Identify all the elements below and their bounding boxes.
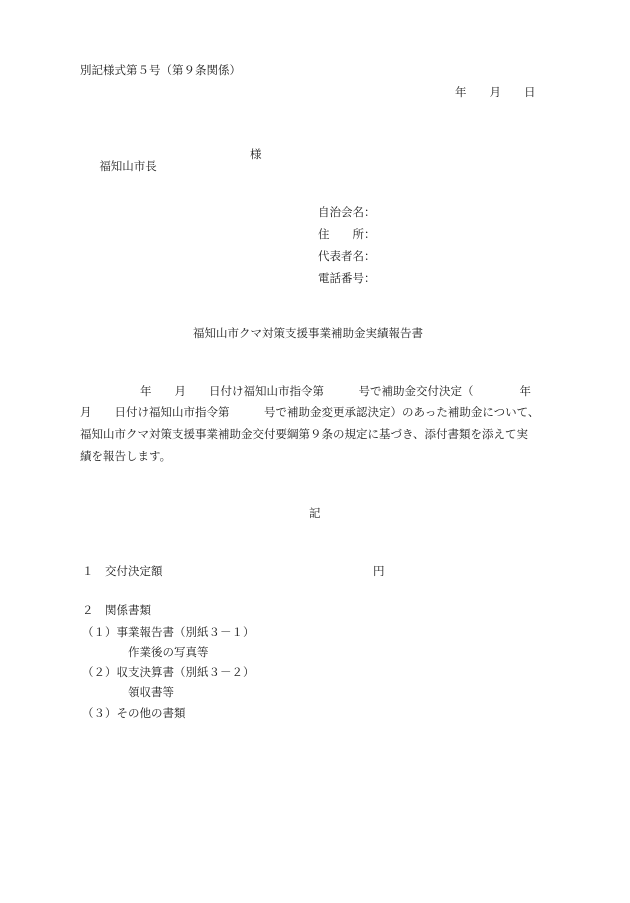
address-label: 住 所： bbox=[318, 227, 376, 241]
related-documents-label: ２ 関係書類 bbox=[82, 603, 151, 617]
doc-business-report-sub: 作業後の写真等 bbox=[128, 645, 209, 659]
org-name-label: 自治会名： bbox=[318, 205, 376, 219]
doc-settlement: （２）収支決算書（別紙３－２） bbox=[82, 665, 255, 679]
body-line-2: 月 日付け福知山市指令第 号で補助金変更承認決定）のあった補助金について、 bbox=[80, 405, 540, 419]
date-line: 年 月 日 bbox=[455, 85, 536, 99]
body-line-4: 績を報告します。 bbox=[80, 449, 172, 463]
ki-heading: 記 bbox=[309, 506, 321, 520]
body-line-3: 福知山市クマ対策支援事業補助金交付要綱第９条の規定に基づき、添付書類を添えて実 bbox=[80, 427, 529, 441]
addressee-honorific: 様 bbox=[250, 147, 262, 161]
representative-label: 代表者名： bbox=[318, 249, 376, 263]
form-number: 別記様式第５号（第９条関係） bbox=[80, 63, 241, 77]
doc-business-report: （１）事業報告書（別紙３－１） bbox=[82, 625, 255, 639]
addressee bbox=[92, 147, 262, 184]
phone-label: 電話番号： bbox=[318, 271, 376, 285]
yen-unit: 円 bbox=[373, 564, 385, 578]
grant-amount-label: １ 交付決定額 bbox=[82, 564, 163, 578]
addressee-name: 福知山市長 bbox=[99, 158, 157, 173]
doc-other: （３）その他の書類 bbox=[82, 706, 186, 720]
body-line-1: 年 月 日付け福知山市指令第 号で補助金交付決定（ 年 bbox=[140, 384, 531, 398]
document-title: 福知山市クマ対策支援事業補助金実績報告書 bbox=[193, 326, 423, 340]
doc-settlement-sub: 領収書等 bbox=[128, 685, 174, 699]
